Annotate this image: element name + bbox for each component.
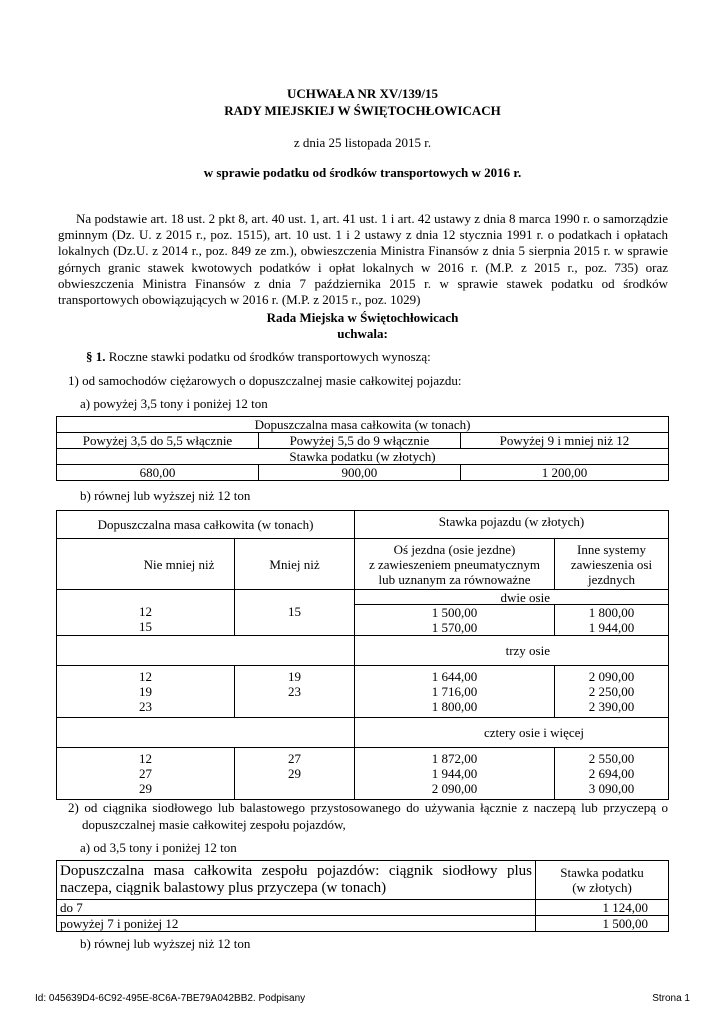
- table3-row1-label: do 7: [57, 900, 536, 916]
- table2-col-other-l1: Inne systemy: [577, 541, 646, 557]
- preamble: Na podstawie art. 18 ust. 2 pkt 8, art. 40 ust. 1, art. 41 ust. 1 i art. 42 ustawy z dnia 8 marca 1990 r. o samorządzie gminnym (Dz. U. z 2015 r., poz. 1515), art. 10 ust. 1 i 2 ustawy z dnia 12 stycznia 1991 r. o podatkach i opłatach lokalnych (Dz.U. z 2014 r., poz. 849 ze zm.), obwieszczenia Ministra Finansów z dnia 5 sierpnia 2015 r. w sprawie górnych granic stawek kwotowych podatków i opłat lokalnych w 2016 r. (M.P. z 2015 r., poz. 735) oraz obwieszczenia Ministra Finansów z dnia 7 października 2015 r. w sprawie stawek podatku od środków transportowych obowiązujących w 2016 r. (M.P. z 2015 r., poz. 1029): [58, 211, 668, 308]
- council-block: [0, 310, 725, 342]
- table1-col-3: Powyżej 9 i mniej niż 12: [460, 433, 668, 449]
- table2-g1-pneu-1: 1 500,00: [431, 605, 478, 620]
- table2-g2-min-3: 23: [139, 699, 152, 714]
- table2-g1-label: dwie osie: [355, 590, 669, 605]
- point-1: 1) od samochodów ciężarowych o dopuszczalnej masie całkowitej pojazdu:: [68, 373, 462, 388]
- table2-g3-pneu-2: 1 944,00: [431, 766, 478, 781]
- table2-col-min: Nie mniej niż: [57, 539, 235, 590]
- table2-g3-max-2: 29: [288, 766, 301, 781]
- section-1: [86, 349, 431, 365]
- table2-g2-other-2: 2 250,00: [588, 684, 635, 699]
- table2-g2-pneu-2: 1 716,00: [431, 684, 478, 699]
- title-block: [0, 85, 725, 119]
- table3-row1-value: 1 124,00: [536, 900, 669, 916]
- table2-g2-min: [57, 666, 235, 718]
- table2-col-pneumatic-l1: Oś jezdna (osie jezdne): [393, 541, 516, 557]
- point-2-text: 2) od ciągnika siodłowego lub balastowego przystosowanego do używania łącznie z naczepą lub przyczepą o dopuszczalnej masie całkowitej zespołu pojazdów,: [68, 800, 668, 832]
- table2-g3-pneu: [355, 748, 555, 800]
- table1-header: Dopuszczalna masa całkowita (w tonach): [57, 417, 669, 433]
- section-1-marker: § 1.: [86, 349, 106, 364]
- table2-g2-other-1: 2 090,00: [588, 669, 635, 684]
- table2-g2-pneu: [355, 666, 555, 718]
- table2-g2-label: trzy osie: [355, 636, 669, 666]
- table2-g1-pneu: [355, 605, 555, 636]
- table2-g3-pneu-1: 1 872,00: [431, 751, 478, 766]
- table3-row2-label: powyżej 7 i poniżej 12: [57, 916, 536, 932]
- page-number: Strona 1: [652, 993, 690, 1004]
- table2-g2-other: [555, 666, 669, 718]
- council-line-2: uchwala:: [337, 326, 388, 341]
- resolution-date: z dnia 25 listopada 2015 r.: [293, 135, 432, 150]
- table-row: [57, 916, 669, 932]
- table-trucks-under-12t: [56, 416, 669, 481]
- council-line-1: Rada Miejska w Świętochłowicach: [266, 310, 459, 325]
- table-tractors-under-12t: [56, 860, 669, 932]
- table2-rate-header: Stawka pojazdu (w złotych): [355, 511, 669, 539]
- table3-row2-value: 1 500,00: [536, 916, 669, 932]
- point-2a: a) od 3,5 tony i poniżej 12 ton: [80, 840, 237, 855]
- table2-g1-max: [235, 590, 355, 636]
- table2-g1-max-1: 15: [288, 604, 301, 619]
- table2-g2-max-2: 23: [288, 684, 301, 699]
- table-trucks-12t-plus: [56, 510, 669, 800]
- table2-g2-spacer: [57, 636, 355, 666]
- table2-g1-min-1: 12: [139, 604, 152, 619]
- table2-g3-max-1: 27: [288, 751, 301, 766]
- table2-g3-max: [235, 748, 355, 800]
- table2-g1-min: [57, 590, 235, 636]
- title-line-2: RADY MIEJSKIEJ W ŚWIĘTOCHŁOWICACH: [224, 103, 501, 118]
- table2-col-other-l2: zawieszenia osi jezdnych: [570, 556, 653, 587]
- table2-g2-min-2: 19: [139, 684, 152, 699]
- table-row: [57, 900, 669, 916]
- table1-col-1: Powyżej 3,5 do 5,5 włącznie: [57, 433, 259, 449]
- table2-g1-other-1: 1 800,00: [588, 605, 635, 620]
- table2-g3-min-3: 29: [139, 781, 152, 796]
- table3-rate-header-l2: (w złotych): [572, 880, 632, 895]
- table2-g3-spacer: [57, 718, 355, 748]
- table2-g3-other-2: 2 694,00: [588, 766, 635, 781]
- table2-g1-other: [555, 605, 669, 636]
- table2-col-pneumatic-l2: z zawieszeniem pneumatycznym: [368, 556, 541, 572]
- section-1-text: Roczne stawki podatku od środków transportowych wynoszą:: [108, 349, 431, 364]
- point-2b: b) równej lub wyższej niż 12 ton: [80, 936, 251, 951]
- table1-value-2: 900,00: [258, 465, 460, 481]
- table2-g2-pneu-1: 1 644,00: [431, 669, 478, 684]
- table2-g2-min-1: 12: [139, 669, 152, 684]
- document-id: Id: 045639D4-6C92-495E-8C6A-7BE79A042BB2. Podpisany: [35, 993, 306, 1004]
- table2-g3-min-2: 27: [139, 766, 152, 781]
- table2-g3-min-1: 12: [139, 751, 152, 766]
- point-1a: a) powyżej 3,5 tony i poniżej 12 ton: [80, 396, 268, 411]
- point-2: [68, 799, 668, 833]
- table2-col-pneumatic: [355, 539, 555, 590]
- point-1b: b) równej lub wyższej niż 12 ton: [80, 488, 251, 503]
- table2-g3-pneu-3: 2 090,00: [431, 781, 478, 796]
- title-line-1: UCHWAŁA NR XV/139/15: [287, 86, 438, 101]
- table2-col-pneumatic-l3: lub uznanym za równoważne: [378, 571, 531, 587]
- table2-g3-min: [57, 748, 235, 800]
- table2-g3-label: cztery osie i więcej: [355, 718, 669, 748]
- table2-g2-other-3: 2 390,00: [588, 699, 635, 714]
- table3-rate-header-l1: Stawka podatku: [560, 865, 644, 880]
- table1-col-2: Powyżej 5,5 do 9 włącznie: [258, 433, 460, 449]
- table2-g1-pneu-2: 1 570,00: [431, 620, 478, 635]
- resolution-subject: w sprawie podatku od środków transportowych w 2016 r.: [203, 165, 522, 180]
- table2-g2-max: [235, 666, 355, 718]
- table3-rate-header: [536, 861, 669, 900]
- table2-g2-pneu-3: 1 800,00: [431, 699, 478, 714]
- table1-value-1: 680,00: [57, 465, 259, 481]
- table3-header: Dopuszczalna masa całkowita zespołu pojazdów: ciągnik siodłowy plus naczepa, ciągnik balastowy plus przyczepa (w tonach): [57, 861, 536, 900]
- table2-g3-other: [555, 748, 669, 800]
- table2-g1-min-2: 15: [139, 619, 152, 634]
- table2-mass-header: Dopuszczalna masa całkowita (w tonach): [57, 511, 355, 539]
- table2-g1-other-2: 1 944,00: [588, 620, 635, 635]
- table1-rate-header: Stawka podatku (w złotych): [57, 449, 669, 465]
- table1-value-3: 1 200,00: [460, 465, 668, 481]
- table2-col-other: [555, 539, 669, 590]
- table2-g2-max-1: 19: [288, 669, 301, 684]
- table2-g3-other-1: 2 550,00: [588, 751, 635, 766]
- table2-g3-other-3: 3 090,00: [588, 781, 635, 796]
- table2-col-max: Mniej niż: [235, 539, 355, 590]
